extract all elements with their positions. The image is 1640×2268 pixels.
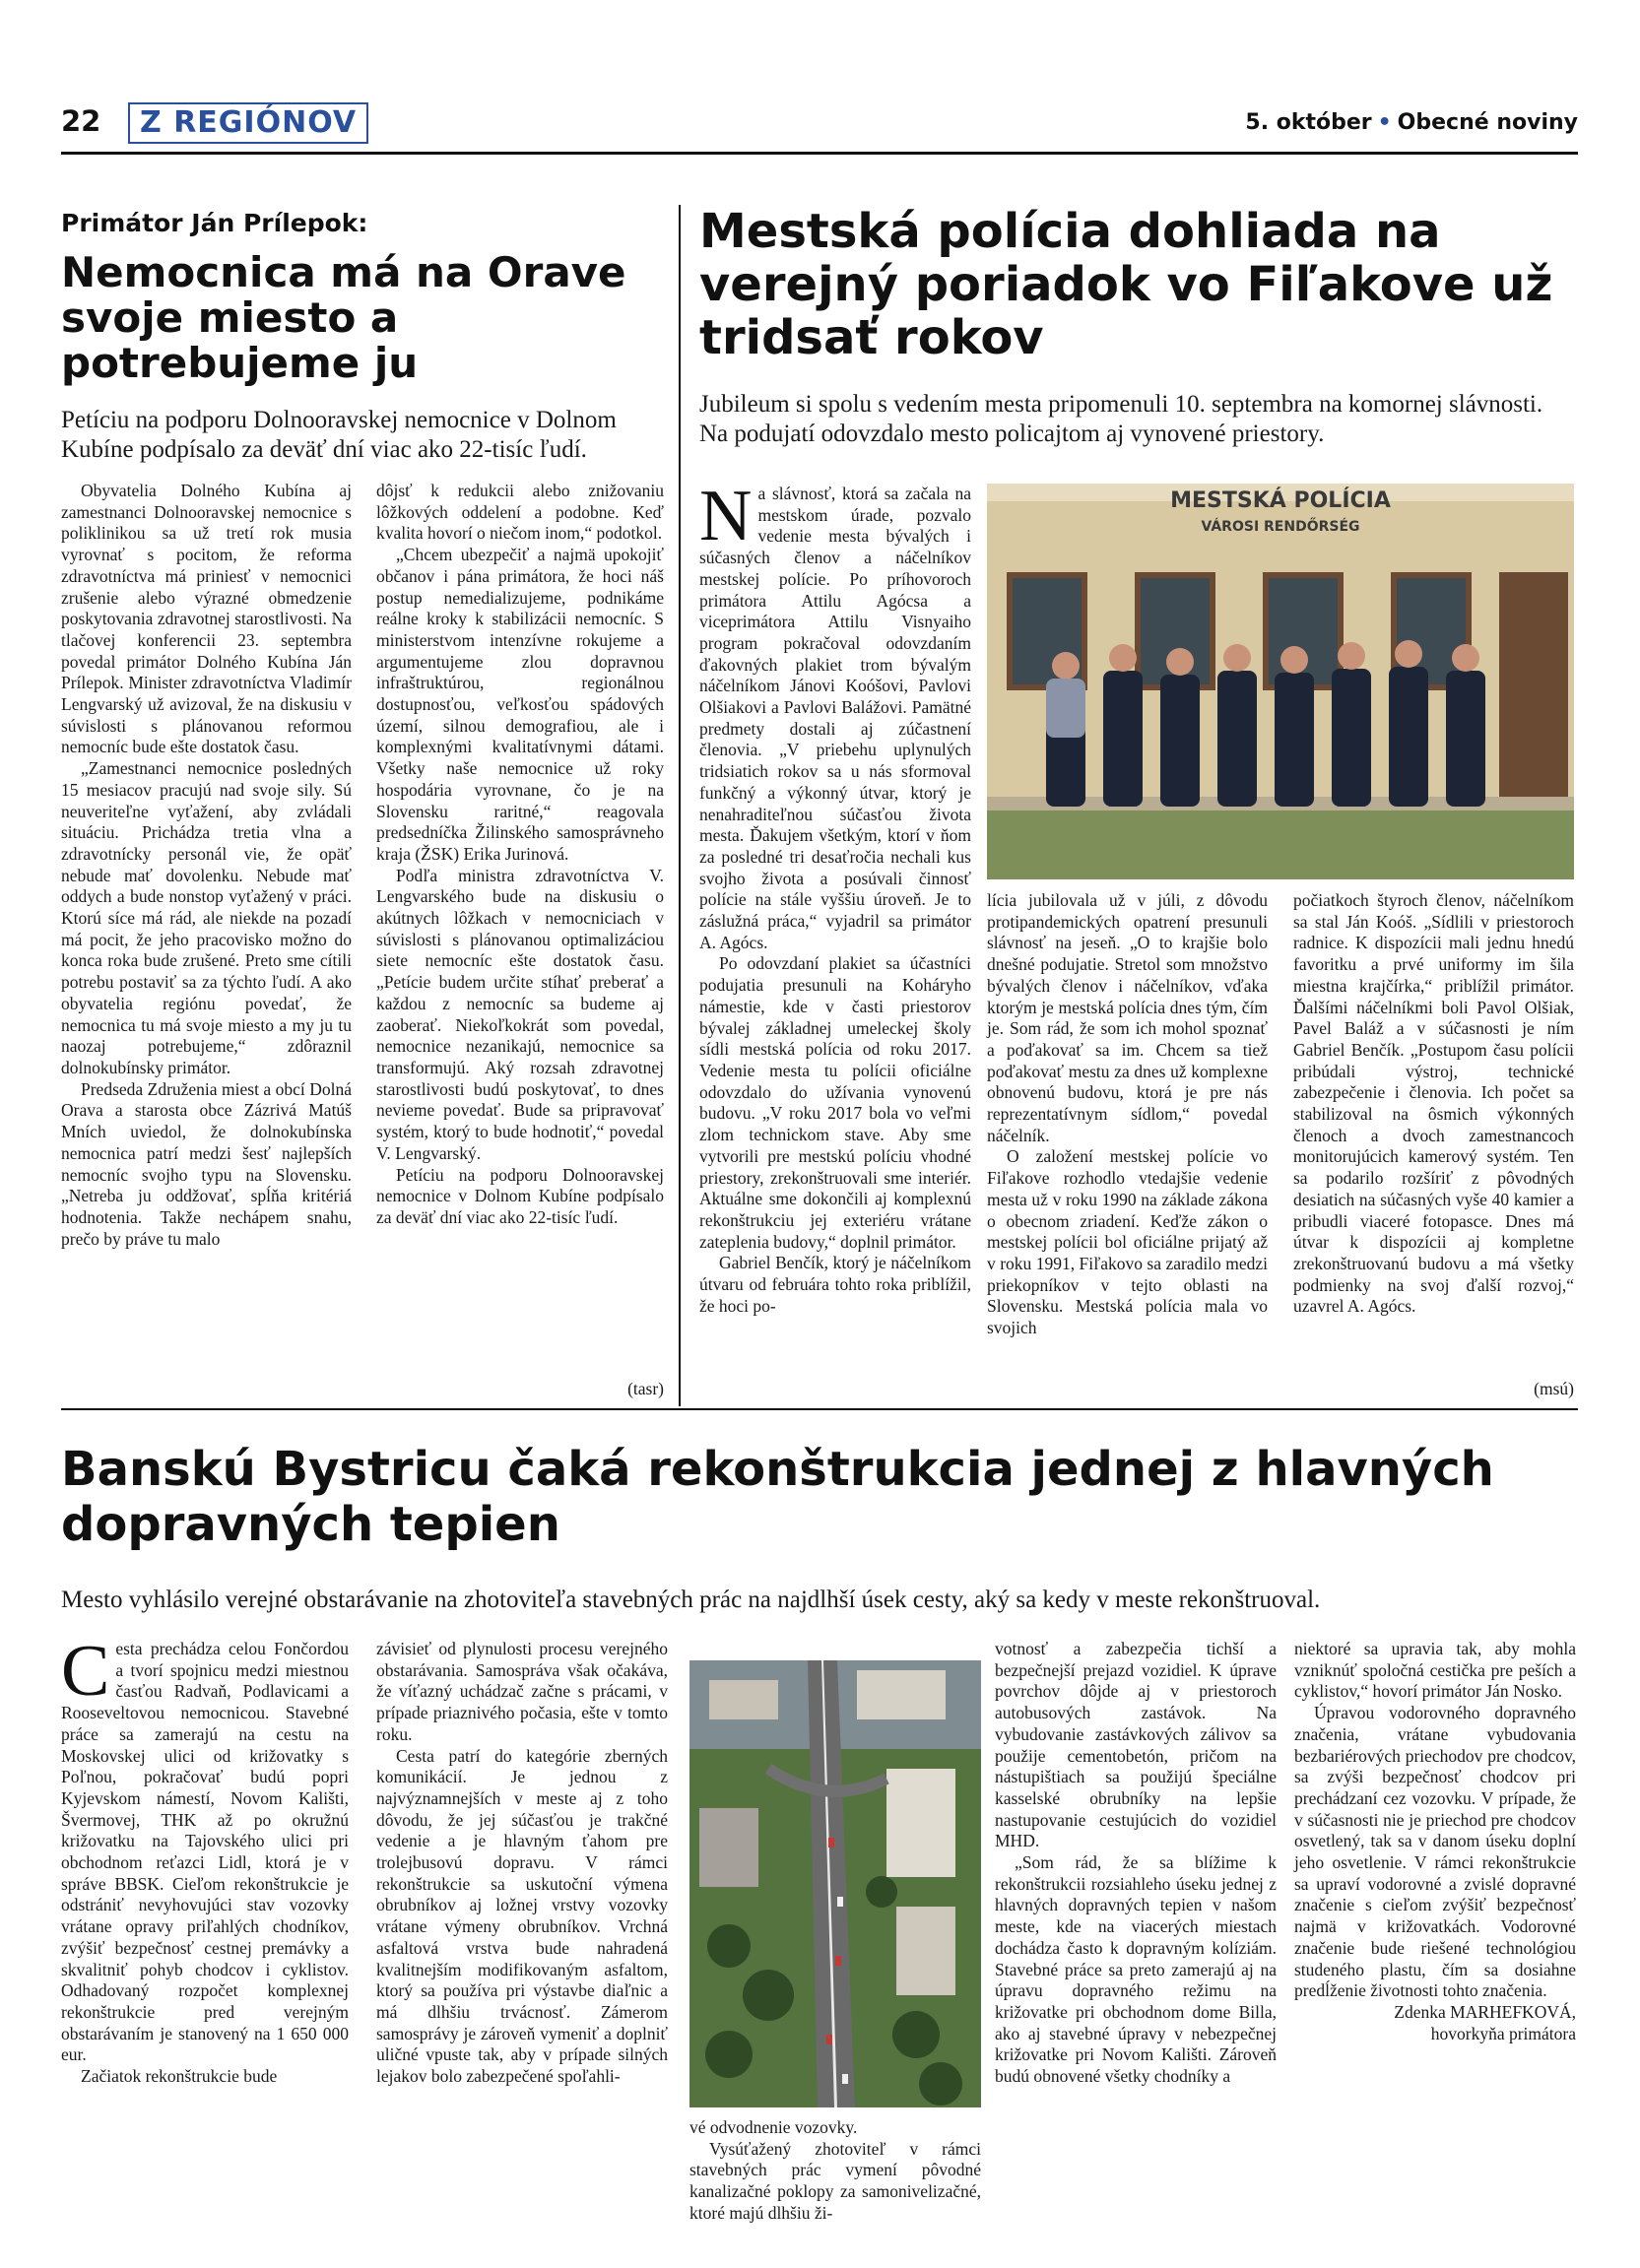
article3-column-2 — [376, 1639, 668, 2088]
page-number: 22 — [61, 104, 101, 138]
article2-paragraph: O založení mestskej polície vo Fiľakove rozhodlo vtedajšie vedenie mesta už v roku 1990 na základe zákona o obecnom zriadení. Keďže zákon o mestskej polícii bol oficiálne prijatý až v roku 1991, Fiľakovo sa zaradilo medzi priekopníkov v tejto oblasti na Slovensku. Mestská polícia mala vo svojich — [987, 1146, 1268, 1338]
article2-column-3 — [1293, 890, 1574, 1318]
article1-paragraph: Petíciu na podporu Dolnooravskej nemocnice v Dolnom Kubíne podpísalo za deväť dní viac ako 22-tisíc ľudí. — [376, 1164, 664, 1227]
photo-sign-line-2: VÁROSI RENDŐRSÉG — [1201, 519, 1360, 535]
article2-paragraph — [699, 476, 971, 953]
police-group-photo — [987, 484, 1574, 879]
article1-paragraph: Obyvatelia Dolného Kubína aj zamestnanci Dolnooravskej nemocnice s poliklinikou sa už tretí rok musia vyrovnať s pocitom, že reforma zdravotníctva má priniesť v nemocnici zrušenie alebo výrazné obmedzenie poskytovania zdravotnej starostlivosti. Na tlačovej konferencii 23. septembra povedal primátor Dolného Kubína Ján Prílepok. Minister zdravotníctva Vladimír Lengvarský už avizoval, že na diskusiu v súvislosti s plánovanou reformou nemocníc bude ešte dostatok času. — [61, 481, 352, 757]
section-divider — [61, 1408, 1578, 1410]
article3-paragraph: Začiatok rekonštrukcie bude — [81, 2066, 278, 2087]
article2-paragraph-text: a slávnosť, ktorá sa začala na mestskom úrade, pozvalo vedenie mesta bývalých i súčasných členov a náčelníkov mestskej polície. Po príhovoroch primátora Attilu Agócsa a viceprimátora Attilu Visnyaiho program pokračoval odovzdaním ďakovných plakiet trom bývalým náčelníkom Jánovi Koóšovi, Pavlovi Olšiakovi a Pavlovi Balážovi. Pamätné predmety dostali aj zúčastnení členovia. „V priebehu uplynulých tridsiatich rokov sa u nás sformoval funkčný a výkonný útvar, ktorý je nenahraditeľnou súčasťou života mesta. Ďakujem všetkým, ktorí v ňom za posledné tri desaťročia nechali kus svojho života a posúvali činnosť polície na stále vyššiu úroveň. Je to záslužná práca,“ vyjadril sa primátor A. Agócs. — [699, 484, 971, 952]
article3-paragraph: Úpravou vodorovného dopravného značenia, vrátane vybudovania bezbariérových priechodov pre chodcov, sa zvýši bezpečnosť chodcov pri prechádzaní cez vozovku. V prípade, že v súčasnosti nie je priechod pre chodcov osvetlený, tak sa v danom úseku doplní jeho osvetlenie. V rámci rekonštrukcie sa upraví vodorovné a zvislé dopravné značenie s cieľom zvýšiť bezpečnosť najmä v križovatkách. Vodorovné značenie bude riešené technológiou studeného plastu, čím sa dosiahne predĺženie životnosti tohto značenia. — [1294, 1703, 1576, 2001]
header-divider — [61, 152, 1578, 155]
article1-paragraph: „Chcem ubezpečiť a najmä upokojiť občanov i pána primátora, že hoci náš postup nemedializujeme, podnikáme reálne kroky k stabilizácii nemocníc. S ministerstvom intenzívne rokujeme a argumentujeme zlou dopravnou infraštruktúrou, regionálnou dostupnosťou, veľkosťou spádových území, silnou demografiou, ale i komplexnými kvalitatívnymi dátami. Všetky naše nemocnice už roky hospodária vyrovnane, čo je na Slovensku raritné,“ reagovala predsedníčka Žilinského samosprávneho kraja (ŽSK) Erika Jurinová. — [376, 545, 664, 864]
article2-paragraph: Gabriel Benčík, ktorý je náčelníkom útvaru od februára tohto roka priblížil, že hoci po- — [699, 1253, 971, 1316]
article1-paragraph: dôjsť k redukcii alebo znižovaniu lôžkových oddelení a podobne. Keď kvalita hovorí o niečom inom,“ podotkol. — [376, 481, 664, 544]
separator-dot: • — [1377, 110, 1392, 135]
article2-paragraph: počiatkoch štyroch členov, náčelníkom sa stal Ján Koóš. „Sídlili v priestoroch radnice. K dispozícii mali jednu hnedú favoritku a prvé uniformy im šila miestna krajčírka,“ priblížil primátor. Ďalšími náčelníkmi boli Pavol Olšiak, Pavel Baláž a v súčasnosti je ním Gabriel Benčík. „Postupom času polícii pribúdali výstroj, technické zabezpečenie i členovia. Ich počet sa stabilizoval na ôsmich výkonných členoch a dvoch zamestnancoch monitorujúcich kamerový systém. Ten sa podarilo rozšíriť z pôvodných desiatich na súčasných vyše 40 kamier a pribudli viaceré fotopasce. Dnes má útvar k dispozícii aj kompletne zrekonštruovanú budovu a má všetky podmienky na svoj ďalší rozvoj,“ uzavrel A. Agócs. — [1293, 890, 1574, 1317]
article2-title: Mestská polícia dohliada na verejný poriadok vo Fiľakove už tridsať rokov — [699, 204, 1553, 365]
article2-column-2 — [987, 890, 1268, 1339]
article3-column-1 — [61, 1631, 349, 2088]
aerial-road-photo — [689, 1660, 981, 2107]
article3-paragraph-text: esta prechádza celou Fončordou a tvorí spojnicu medzi miestnou časťou Radvaň, Podlavicami a Rooseveltovou nemocnicou. Stavebné práce sa zamerajú na cestu na Moskovskej ulici od križovatky s Poľnou, pokračovať budú popri Kyjevskom námestí, Novom Kališti, Švermovej, THK až po okružnú križovatku na Tajovského ulici pri obchodnom reťazci Lidl, ktorá je v správe BBSK. Cieľom rekonštrukcie je odstrániť nevyhovujúci stav vozovky vrátane opravy priľahlých chodníkov, zvýšiť bezpečnosť cestnej premávky a skvalitniť pohyb chodcov i cyklistov. Odhadovaný rozpočet komplexnej rekonštrukcie pred verejným obstarávaním je stanovený na 1 650 000 eur. — [61, 1639, 349, 2065]
article2-lead: Jubileum si spolu s vedením mesta pripomenuli 10. septembra na komornej slávnosti. Na podujatí odovzdalo mesto policajtom aj vynovené priestory. — [699, 391, 1543, 447]
page-header — [61, 102, 1578, 152]
article1-paragraph: Predseda Združenia miest a obcí Dolná Orava a starosta obce Zázrivá Matúš Mních uviedol, že dolnokubínska nemocnica patrí medzi šesť najlepších nemocníc svojho typu na Slovensku. „Netreba ju oddžovať, spĺňa kritériá hodnotenia. Takže nechápem snahu, prečo by práve tu malo — [61, 1078, 352, 1249]
article1-title: Nemocnica má na Orave svoje miesto a potrebujeme ju — [61, 248, 626, 387]
article3-signature-name: Zdenka MARHEFKOVÁ, — [1394, 2001, 1576, 2022]
article1-column-1 — [61, 481, 352, 1250]
article3-paragraph: Vysúťažený zhotoviteľ v rámci stavebných prác vymení pôvodné kanalizačné poklopy za samonivelizačné, ktoré majú dlhšiu ži- — [689, 2138, 981, 2223]
aerial-photo-illustration — [689, 1660, 981, 2107]
article2-paragraph: lícia jubilovala už v júli, z dôvodu protipandemických opatrení presunuli slávnosť na jeseň. „O to krajšie bolo dnešné podujatie. Stretol som množstvo bývalých členov i náčelníkov, vďaka ktorým je mestská polícia dnes tým, čím je. Som rád, že som ich mohol spoznať a poďakovať sa im. Chcem sa tiež poďakovať mestu za dnes už komplexne obnovenú budovu, ktorá je pre nás reprezentatívnym sídlom,“ povedal náčelník. — [987, 890, 1268, 1145]
article1-signature: (tasr) — [627, 1379, 664, 1398]
article3-signature-role: hovorkyňa primátora — [1430, 2023, 1576, 2043]
police-photo-illustration — [987, 484, 1574, 879]
article3-column-5 — [1294, 1639, 1576, 2044]
article1-kicker: Primátor Ján Prílepok: — [61, 209, 368, 237]
article2-column-1 — [699, 476, 971, 1317]
article3-title: Banskú Bystricu čaká rekonštrukcia jednej z hlavných dopravných tepien — [61, 1442, 1494, 1552]
column-divider — [679, 205, 681, 1406]
article1-paragraph: „Zamestnanci nemocnice posledných 15 mesiacov pracujú nad svoje sily. Sú neuveriteľne vyťažení, aby zvládali situáciu. Prichádza tretia vlna a zdravotnícky personál vie, že opäť nebude mať dovolenku. Nebude mať oddych a bude nonstop vyťažený v práci. Ktorú síce má rád, ale niekde na pozadí má pocit, že jeho pracovisko možno do konca roka bude zrušené. Preto sme cítili potrebu postaviť sa za týchto ľudí. A ako obyvatelia regiónu povedať, že nemocnica tu má svoje miesto a my ju tu naozaj potrebujeme,“ zdôraznil dolnokubínsky primátor. — [61, 758, 352, 1077]
article3-paragraph: „Som rád, že sa blížime k rekonštrukcii rozsiahleho úseku jednej z hlavných dopravných tepien v našom meste, kde na viacerých miestach dochádza často k dopravným kolíziám. Stavebné práce sa preto zamerajú aj na úpravu dopravného režimu na križovatke pri obchodnom dome Billa, ako aj stavebné úpravy v nebezpečnej križovatke pri Novom Kališti. Zároveň budú obnovené všetky chodníky a — [995, 1852, 1277, 2087]
issue-date: 5. október — [1245, 110, 1372, 135]
article1-column-2 — [376, 481, 664, 1229]
article3-paragraph — [61, 1631, 349, 2066]
article1-paragraph: Podľa ministra zdravotníctva V. Lengvarského bude na diskusiu o akútnych lôžkach v nemocniciach v súvislosti s plánovanou optimalizáciou siete nemocníc ešte dostatok času. „Petície budem určite stíhať preberať a každou z nemocníc sa budeme aj zaoberať. Niekoľkokrát som povedal, nemocnice nezanikajú, nemocnice sa transformujú. Aký rozsah zdravotnej starostlivosti budú poskytovať, to dnes nevieme povedať. Bude sa pripravovať systém, ktorý to bude hodnotiť,“ povedal V. Lengvarský. — [376, 865, 664, 1163]
article3-paragraph: niektoré sa upravia tak, aby mohla vzniknúť spoločná cestička pre peších a cyklistov,“ hovorí primátor Ján Nosko. — [1294, 1639, 1576, 1702]
article2-signature: (msú) — [1534, 1379, 1574, 1398]
issue-info — [1245, 110, 1578, 135]
article3-lead: Mesto vyhlásilo verejné obstarávanie na zhotoviteľa stavebných prác na najdlhší úsek cesty, aký sa kedy v meste rekonštruoval. — [61, 1587, 1321, 1613]
article3-paragraph: vé odvodnenie vozovky. — [689, 2117, 858, 2137]
article1-lead: Petíciu na podporu Dolnooravskej nemocnice v Dolnom Kubíne podpísalo za deväť dní viac ako 22-tisíc ľudí. — [61, 407, 617, 463]
photo-sign-line-1: MESTSKÁ POLÍCIA — [1170, 488, 1391, 513]
article3-column-4 — [995, 1639, 1277, 2088]
article3-paragraph: závisieť od plynulosti procesu verejného obstarávania. Samospráva však očakáva, že víťazný uchádzač začne s prácami, v prípade priaznivého počasia, ešte v tomto roku. — [376, 1639, 668, 1744]
article2-paragraph: Po odovzdaní plakiet sa účastníci podujatia presunuli na Koháryho námestie, kde v časti priestorov bývalej základnej umeleckej školy sídli mestská polícia od roku 2017. Vedenie mesta tu polícii oficiálne odovzdalo do užívania vynovenú budovu. „V roku 2017 bola vo veľmi zlom technickom stave. Aby sme vytvorili pre mestskú políciu vhodné priestory, zrekonštruovali sme interiér. Aktuálne sme dokončili aj komplexnú rekonštrukciu jej exteriéru vrátane zateplenia budovy,“ doplnil primátor. — [699, 953, 971, 1252]
article3-paragraph: votnosť a zabezpečia tichší a bezpečnejší prejazd vozidiel. K úprave povrchov dôjde aj v priestoroch autobusových zastávok. Na vybudovanie zastávkových zálivov sa použije cementobetón, pričom na nástupištiach sa použijú špeciálne kasselské obrubníky na lepšie nastupovanie cestujúcich do vozidiel MHD. — [995, 1639, 1277, 1851]
article3-dropcap: C — [61, 1631, 110, 1712]
article3-column-3 — [689, 2117, 981, 2225]
section-label: Z REGIÓNOV — [128, 102, 368, 144]
article3-paragraph: Cesta patrí do kategórie zberných komunikácií. Je jednou z najvýznamnejších v meste aj z toho dôvodu, že jej súčasťou je trakčné vedenie a je hlavným ťahom pre trolejbusovú dopravu. V rámci rekonštrukcie sa uskutoční výmena obrubníkov aj ložnej vrstvy vozovky vrátane výmeny obrubníkov. Vrchná asfaltová vrstva bude nahradená kvalitnejším modifikovaným asfaltom, ktorý sa používa pri výstavbe diaľnic a má dlhšiu trvácnosť. Zámerom samosprávy je zároveň vymeniť a doplniť uličné vpuste tak, aby v prípade silných lejakov bolo zabezpečené spoľahli- — [376, 1745, 668, 2087]
publication-name: Obecné noviny — [1397, 110, 1578, 135]
article2-dropcap: N — [699, 476, 753, 556]
